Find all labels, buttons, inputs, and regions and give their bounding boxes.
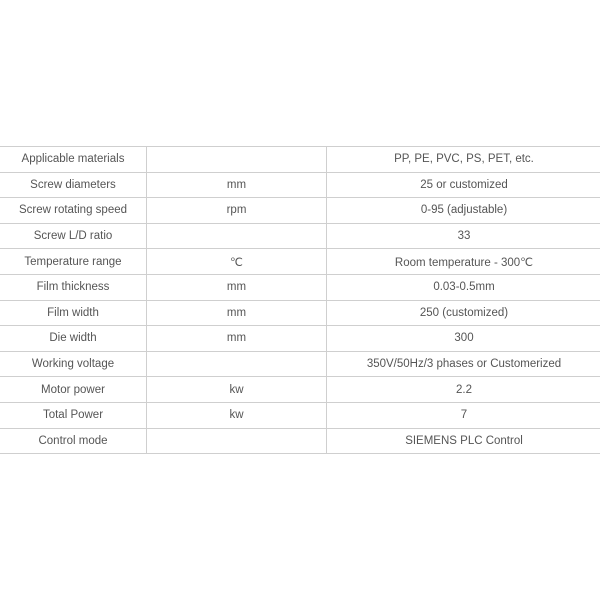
- parameter-cell: Screw rotating speed: [0, 198, 147, 224]
- unit-cell: mm: [147, 274, 327, 300]
- unit-cell: [147, 428, 327, 454]
- value-cell: 33: [327, 223, 600, 249]
- value-cell: 25 or customized: [327, 172, 600, 198]
- parameter-cell: Film thickness: [0, 274, 147, 300]
- parameter-cell: Die width: [0, 326, 147, 352]
- value-cell: 7: [327, 402, 600, 428]
- parameter-cell: Temperature range: [0, 249, 147, 275]
- unit-cell: [147, 223, 327, 249]
- table-row: [0, 402, 600, 428]
- unit-cell: mm: [147, 300, 327, 326]
- table-row: [0, 300, 600, 326]
- unit-cell: kw: [147, 402, 327, 428]
- value-cell: PP, PE, PVC, PS, PET, etc.: [327, 147, 600, 173]
- parameter-cell: Applicable materials: [0, 147, 147, 173]
- value-cell: 0-95 (adjustable): [327, 198, 600, 224]
- unit-cell: rpm: [147, 198, 327, 224]
- unit-cell: mm: [147, 172, 327, 198]
- table-row: [0, 249, 600, 275]
- value-cell: SIEMENS PLC Control: [327, 428, 600, 454]
- value-cell: Room temperature - 300℃: [327, 249, 600, 275]
- table-row: [0, 428, 600, 454]
- value-cell: 0.03-0.5mm: [327, 274, 600, 300]
- spec-table: [0, 146, 600, 454]
- unit-cell: [147, 351, 327, 377]
- parameter-cell: Screw L/D ratio: [0, 223, 147, 249]
- parameter-cell: Working voltage: [0, 351, 147, 377]
- unit-cell: mm: [147, 326, 327, 352]
- table-row: [0, 326, 600, 352]
- parameter-cell: Film width: [0, 300, 147, 326]
- table-row: [0, 198, 600, 224]
- unit-cell: kw: [147, 377, 327, 403]
- value-cell: 250 (customized): [327, 300, 600, 326]
- table-row: [0, 274, 600, 300]
- value-cell: 2.2: [327, 377, 600, 403]
- unit-cell: ℃: [147, 249, 327, 275]
- table-row: [0, 351, 600, 377]
- table-row: [0, 377, 600, 403]
- value-cell: 300: [327, 326, 600, 352]
- table-row: [0, 147, 600, 173]
- unit-cell: [147, 147, 327, 173]
- parameter-cell: Screw diameters: [0, 172, 147, 198]
- parameter-cell: Total Power: [0, 402, 147, 428]
- table-row: [0, 223, 600, 249]
- value-cell: 350V/50Hz/3 phases or Customerized: [327, 351, 600, 377]
- parameter-cell: Motor power: [0, 377, 147, 403]
- parameter-cell: Control mode: [0, 428, 147, 454]
- table-row: [0, 172, 600, 198]
